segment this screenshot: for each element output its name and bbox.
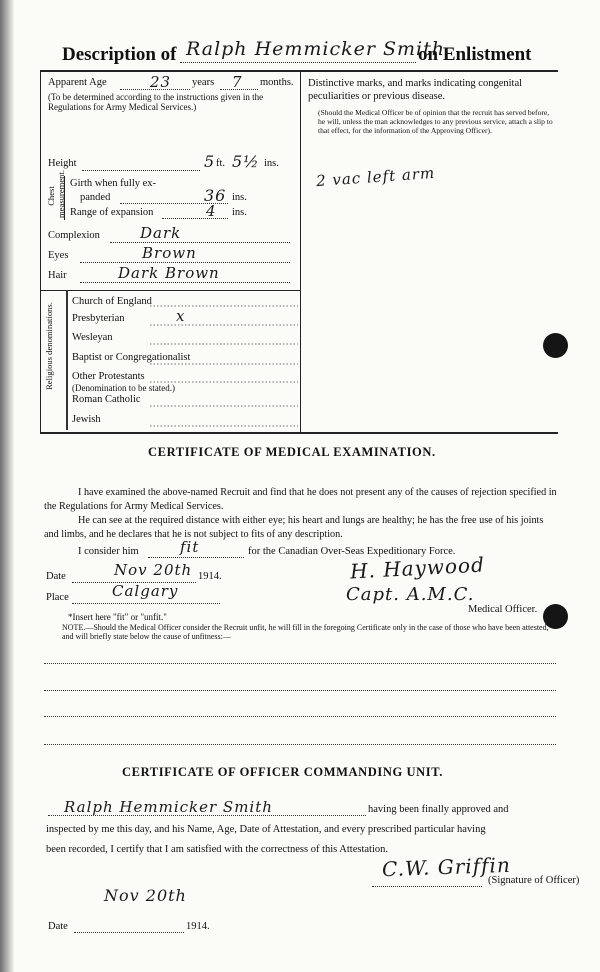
officer-line-2: inspected by me this day, and his Name, Age, Date of Attestation, and every prescribed particular having — [46, 824, 486, 835]
girth-value: 36 — [204, 186, 227, 205]
religion-other-protestants: Other Protestants — [72, 371, 145, 382]
medical-officer-signature: H. Haywood — [349, 552, 486, 584]
expansion-value: 4 — [206, 202, 217, 220]
column-divider — [300, 70, 301, 432]
unfitness-line — [44, 744, 556, 745]
complexion-value: Dark — [140, 224, 182, 242]
officer-date-value: Nov 20th — [104, 886, 187, 905]
religion-wesleyan: Wesleyan — [72, 332, 113, 343]
frame-left-rule — [40, 70, 41, 432]
medical-officer-rank: Capt. A.M.C. — [346, 584, 475, 605]
officer-date-label: Date — [48, 921, 68, 932]
recruit-name-title: Ralph Hemmicker Smith — [186, 38, 446, 60]
religion-roman-catholic: Roman Catholic — [72, 394, 141, 405]
medical-certificate-heading: CERTIFICATE OF MEDICAL EXAMINATION. — [148, 445, 436, 459]
religion-jewish: Jewish — [72, 414, 101, 425]
signature-of-officer-label: (Signature of Officer) — [488, 875, 580, 886]
religion-presbyterian: Presbyterian — [72, 313, 125, 324]
expansion-label: Range of expansion — [70, 207, 154, 218]
presbyterian-mark: x — [176, 307, 186, 325]
apparent-age-label: Apparent Age — [48, 77, 107, 88]
age-note: (To be determined according to the instructions given in the Regulations for Army Medical Services.) — [48, 92, 264, 112]
frame-mid-rule — [40, 432, 558, 434]
unfitness-line — [44, 690, 556, 691]
hair-value: Dark Brown — [118, 264, 220, 282]
height-ft-value: 5 — [204, 152, 216, 171]
ins-label: ins. — [264, 158, 279, 169]
religion-bracket-lines — [150, 304, 300, 430]
form-title-suffix: on Enlistment — [418, 44, 532, 65]
officer-certificate-heading: CERTIFICATE OF OFFICER COMMANDING UNIT. — [122, 765, 443, 779]
hair-label: Hair — [48, 270, 67, 281]
consider-label: I consider him — [78, 546, 139, 557]
expansion-ins-label: ins. — [232, 207, 247, 218]
form-title-prefix: Description of — [62, 44, 177, 65]
height-in-value: 5½ — [232, 152, 260, 171]
age-years-value: 23 — [150, 73, 172, 91]
officer-line-3: been recorded, I certify that I am satisfied with the correctness of this Attestation. — [46, 844, 389, 855]
medical-officer-label: Medical Officer. — [468, 604, 538, 615]
religion-baptist: Baptist or Congregationalist — [72, 352, 191, 363]
girth-label: Girth when fully ex- — [70, 178, 157, 189]
age-months-value: 7 — [232, 73, 243, 91]
distinctive-marks-value: 2 vac left arm — [315, 163, 436, 191]
religion-denomination-note: (Denomination to be stated.) — [72, 383, 175, 393]
religion-church-of-england: Church of England — [72, 296, 152, 307]
officer-line-1: having been finally approved and — [368, 804, 509, 815]
commanding-officer-signature: C.W. Griffin — [381, 852, 512, 882]
unfitness-line — [44, 716, 556, 717]
unfitness-line — [44, 663, 556, 664]
distinctive-marks-heading: Distinctive marks, and marks indicating congenital peculiarities or previous disease. — [308, 78, 523, 102]
complexion-label: Complexion — [48, 230, 100, 241]
years-label: years — [192, 77, 215, 88]
force-label: for the Canadian Over-Seas Expeditionary Force. — [248, 546, 456, 557]
medical-date-label: Date — [46, 571, 66, 582]
place-label: Place — [46, 592, 69, 603]
height-label: Height — [48, 158, 77, 169]
fit-value: fit — [180, 538, 200, 556]
eyes-value: Brown — [142, 244, 197, 262]
months-label: months. — [260, 77, 294, 88]
place-value: Calgary — [112, 582, 179, 600]
medical-year-label: 1914. — [198, 571, 222, 582]
girth-label-2: panded — [80, 192, 111, 203]
nota-note: NOTE.—Should the Medical Officer consider the Recruit unfit, he will fill in the foregoing Certificate only in the case of those who have been attested, and will briefly state below the cause of unfitness:— — [62, 623, 549, 641]
previous-service-note: (Should the Medical Officer be of opinion that the recruit has served before, he will, unless the man acknowledges to any previous service, attach a slip to that effect, for the information of the Approving Officer). — [318, 108, 553, 135]
officer-year-label: 1914. — [186, 921, 210, 932]
chest-measurement-label: Chest measurement. — [46, 170, 66, 218]
religious-denominations-label: Religious denominations. — [44, 302, 54, 390]
medical-date-value: Nov 20th — [114, 561, 193, 579]
scan-edge — [0, 0, 14, 972]
frame-top-rule — [40, 70, 558, 72]
punch-hole — [543, 333, 568, 358]
medical-paragraph-1: I have examined the above-named Recruit and find that he does not present any of the causes of rejection specified in the Regulations for Army Medical Services. — [44, 487, 557, 512]
eyes-label: Eyes — [48, 250, 69, 261]
ft-label: ft. — [216, 158, 226, 169]
medical-paragraph-2: He can see at the required distance with either eye; his heart and lungs are healthy; he has the free use of his joints and limbs, and he declares that he is not subject to fits of any description. — [44, 515, 544, 540]
girth-ins-label: ins. — [232, 192, 247, 203]
insert-fit-note: *Insert here "fit" or "unfit." — [68, 612, 167, 622]
officer-recruit-name: Ralph Hemmicker Smith — [64, 798, 273, 816]
